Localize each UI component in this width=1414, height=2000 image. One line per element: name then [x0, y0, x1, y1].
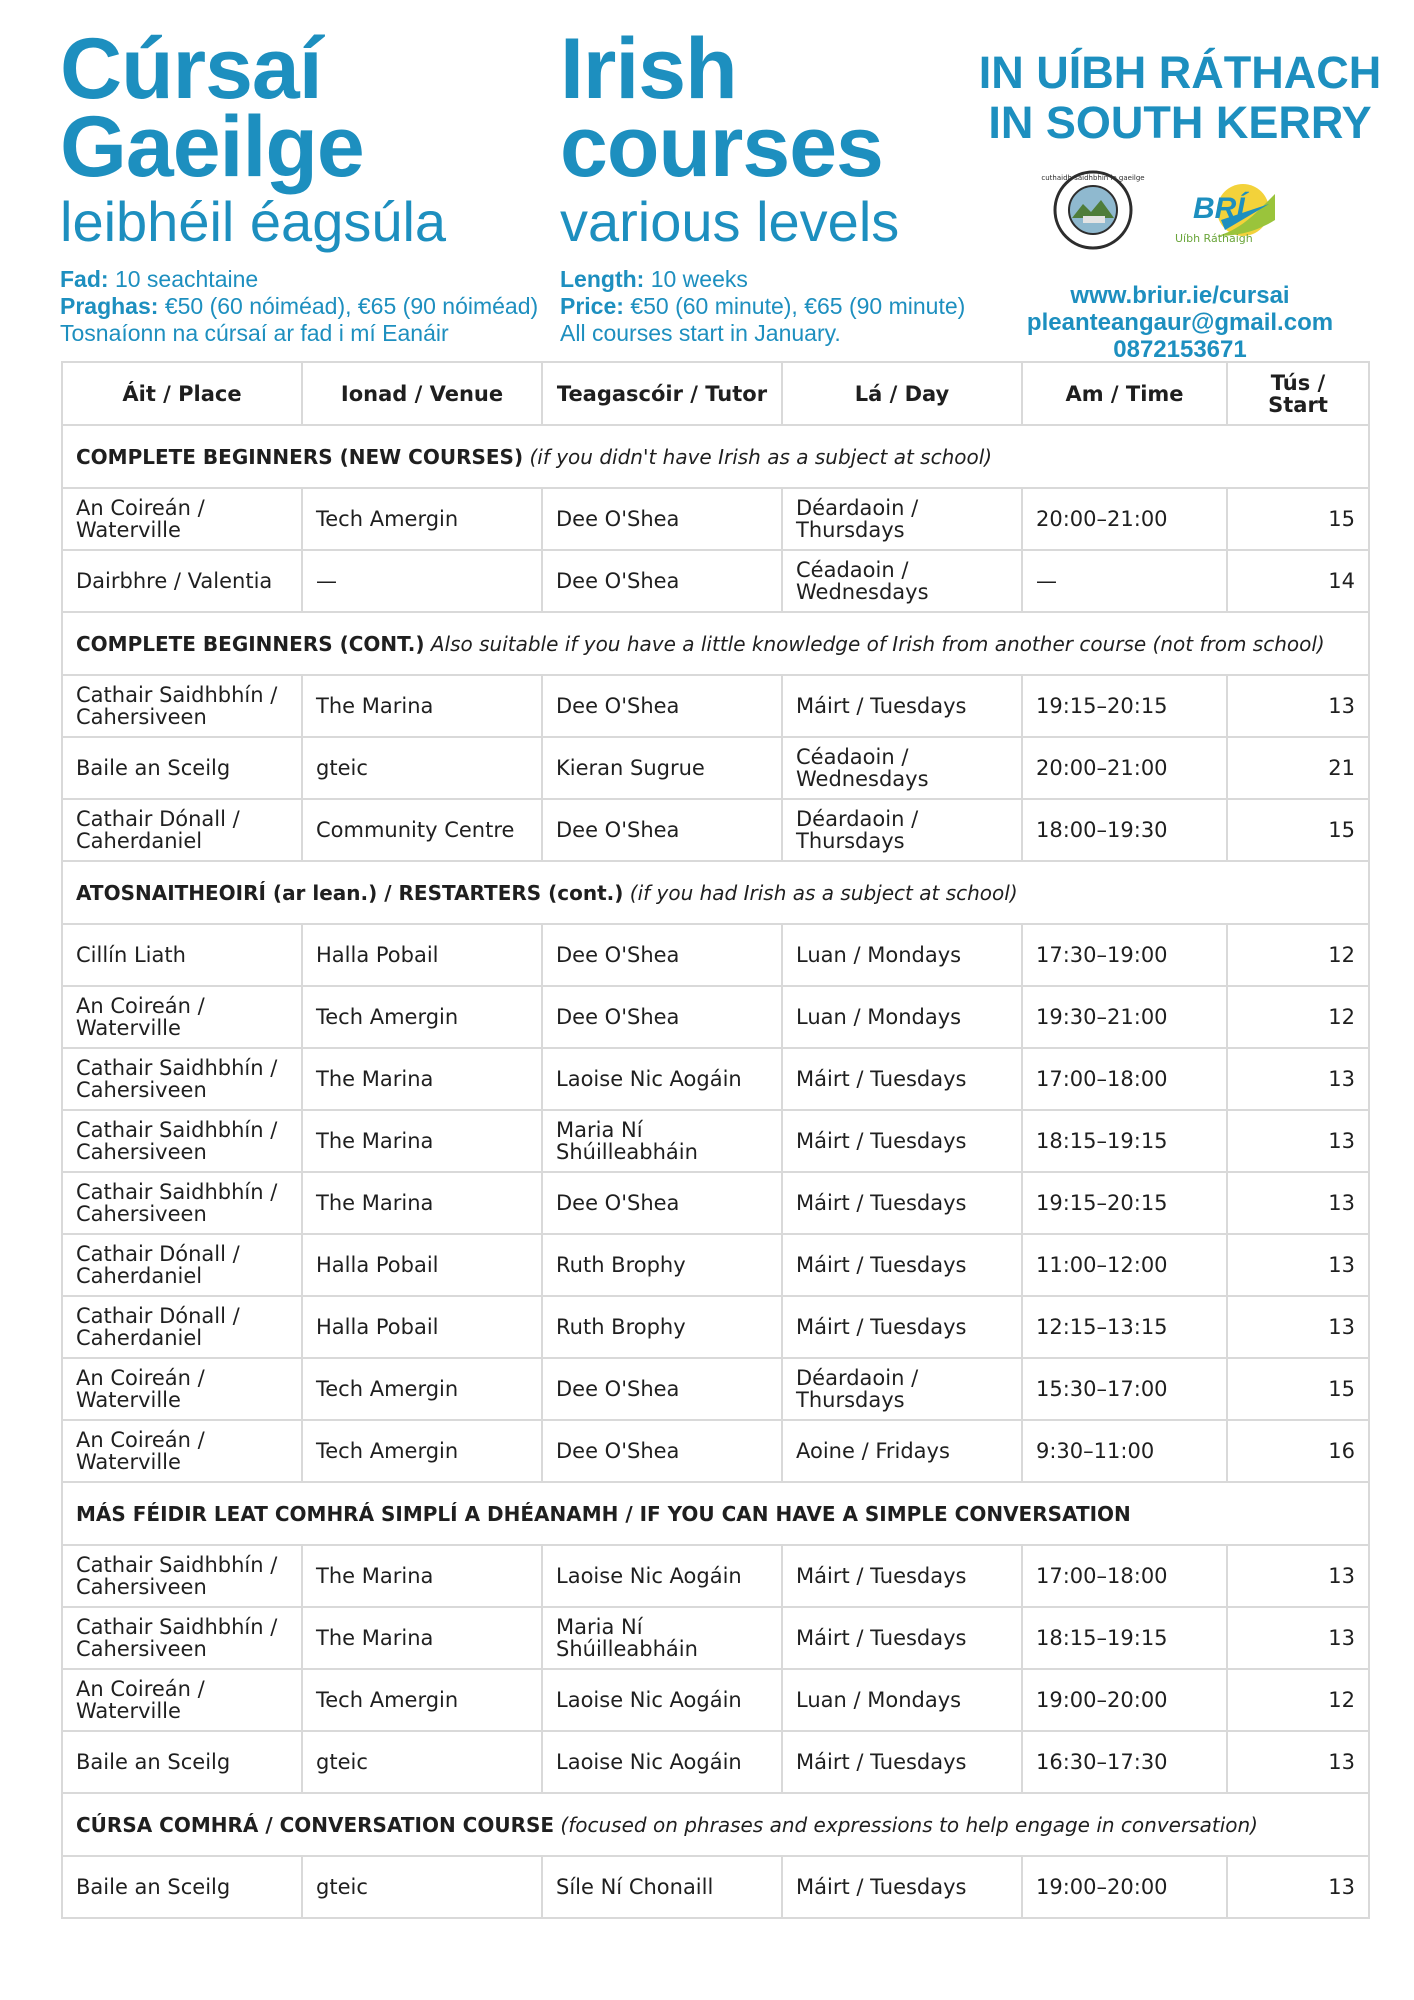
cumann-logo: [1041, 172, 1144, 248]
title-ga-line1: Cúrsaí: [60, 21, 322, 117]
cell-tutor: Ruth Brophy: [542, 1234, 782, 1296]
table-row: [62, 1420, 1369, 1482]
bri-logo: [1175, 184, 1275, 245]
course-table: [61, 361, 1370, 1919]
location-line1: IN UÍBH RÁTHACH: [978, 47, 1382, 98]
length-value-ga: 10 seachtaine: [114, 266, 259, 292]
cell-place: Baile an Sceilg: [62, 1856, 302, 1918]
subtitle-en: various levels: [560, 190, 900, 253]
logo2-sub: Uíbh Ráthaigh: [1175, 232, 1253, 245]
cell-place: An Coireán / Waterville: [62, 1358, 302, 1420]
cell-day: Céadaoin / Wednesdays: [782, 737, 1022, 799]
cell-time: 19:15–20:15: [1022, 1172, 1227, 1234]
cell-place: Cathair Dónall / Caherdaniel: [62, 1234, 302, 1296]
section-title: COMPLETE BEGINNERS (CONT.): [76, 631, 425, 656]
cell-day: Máirt / Tuesdays: [782, 1172, 1022, 1234]
price-label-ga: Praghas:: [60, 293, 159, 319]
info-en: [560, 266, 980, 347]
cell-start: 13: [1227, 1731, 1369, 1793]
cell-tutor: Dee O'Shea: [542, 924, 782, 986]
logo2-text: BRÍ: [1193, 192, 1245, 225]
cell-tutor: Dee O'Shea: [542, 1172, 782, 1234]
cell-venue: The Marina: [302, 1545, 542, 1607]
cell-start: 13: [1227, 1048, 1369, 1110]
cell-start: 21: [1227, 737, 1369, 799]
title-ga-line2: Gaeilge: [60, 99, 364, 195]
cell-venue: Halla Pobail: [302, 1234, 542, 1296]
cell-time: 11:00–12:00: [1022, 1234, 1227, 1296]
cell-time: 17:00–18:00: [1022, 1048, 1227, 1110]
logo1-text: cuthaidh saidhbhín le gaeilge: [1041, 174, 1145, 182]
cell-day: Máirt / Tuesdays: [782, 1234, 1022, 1296]
length-label-ga: Fad:: [60, 266, 109, 292]
section-header-row: [62, 612, 1369, 675]
cell-tutor: Dee O'Shea: [542, 1420, 782, 1482]
cell-place: Cathair Saidhbhín / Cahersiveen: [62, 675, 302, 737]
start-note-en: All courses start in January.: [560, 320, 841, 346]
cell-tutor: Kieran Sugrue: [542, 737, 782, 799]
cell-place: An Coireán / Waterville: [62, 488, 302, 550]
cell-place: Cathair Saidhbhín / Cahersiveen: [62, 1607, 302, 1669]
cell-venue: gteic: [302, 1856, 542, 1918]
table-row: [62, 1234, 1369, 1296]
table-row: [62, 1048, 1369, 1110]
cell-start: 15: [1227, 1358, 1369, 1420]
cell-place: Cathair Dónall / Caherdaniel: [62, 799, 302, 861]
section-title: CÚRSA COMHRÁ / CONVERSATION COURSE: [76, 1812, 555, 1837]
cell-start: 13: [1227, 1172, 1369, 1234]
cell-day: Máirt / Tuesdays: [782, 1545, 1022, 1607]
cell-tutor: Ruth Brophy: [542, 1296, 782, 1358]
cell-start: 16: [1227, 1420, 1369, 1482]
cell-venue: Tech Amergin: [302, 488, 542, 550]
section-header: [62, 612, 1369, 675]
cell-time: 20:00–21:00: [1022, 488, 1227, 550]
cell-tutor: Maria Ní Shúilleabháin: [542, 1607, 782, 1669]
cell-day: Máirt / Tuesdays: [782, 1110, 1022, 1172]
cell-day: Máirt / Tuesdays: [782, 1048, 1022, 1110]
col-header-start: Tús / Start: [1227, 362, 1369, 425]
cell-venue: —: [302, 550, 542, 612]
cell-day: Luan / Mondays: [782, 1669, 1022, 1731]
cell-day: Aoine / Fridays: [782, 1420, 1022, 1482]
phone-number[interactable]: 0872153671: [1113, 336, 1247, 363]
length-value-en: 10 weeks: [650, 266, 748, 292]
cell-start: 13: [1227, 1234, 1369, 1296]
section-header: [62, 1793, 1369, 1856]
cell-venue: The Marina: [302, 1110, 542, 1172]
cell-day: Máirt / Tuesdays: [782, 1607, 1022, 1669]
cell-time: 19:00–20:00: [1022, 1856, 1227, 1918]
table-row: [62, 1731, 1369, 1793]
header-irish: [60, 21, 560, 347]
cell-place: Baile an Sceilg: [62, 1731, 302, 1793]
table-row: [62, 1545, 1369, 1607]
cell-start: 13: [1227, 675, 1369, 737]
table-row: [62, 799, 1369, 861]
cell-time: 18:00–19:30: [1022, 799, 1227, 861]
table-row: [62, 1856, 1369, 1918]
col-header-tutor: Teagascóir / Tutor: [542, 362, 782, 425]
cell-venue: Tech Amergin: [302, 1669, 542, 1731]
header-english: [560, 21, 980, 347]
cell-place: An Coireán / Waterville: [62, 1420, 302, 1482]
location-line2: IN SOUTH KERRY: [988, 97, 1372, 148]
cell-tutor: Maria Ní Shúilleabháin: [542, 1110, 782, 1172]
cell-place: Dairbhre / Valentia: [62, 550, 302, 612]
section-note: (if you didn't have Irish as a subject at school): [529, 444, 993, 469]
section-header: [62, 861, 1369, 924]
cell-tutor: Dee O'Shea: [542, 550, 782, 612]
section-note: (if you had Irish as a subject at school): [629, 880, 1018, 905]
section-title: ATOSNAITHEOIRÍ (ar lean.) / RESTARTERS (cont.): [76, 880, 624, 905]
cell-day: Céadaoin / Wednesdays: [782, 550, 1022, 612]
cell-start: 13: [1227, 1856, 1369, 1918]
logos: [975, 160, 1385, 260]
table-row: [62, 737, 1369, 799]
table-row: [62, 1172, 1369, 1234]
col-header-venue: Ionad / Venue: [302, 362, 542, 425]
website-link[interactable]: www.briur.ie/cursai: [1070, 282, 1290, 309]
section-title: MÁS FÉIDIR LEAT COMHRÁ SIMPLÍ A DHÉANAMH / IF YOU CAN HAVE A SIMPLE CONVERSATION: [76, 1501, 1131, 1526]
cell-place: Cillín Liath: [62, 924, 302, 986]
cell-day: Déardaoin / Thursdays: [782, 1358, 1022, 1420]
table-row: [62, 675, 1369, 737]
cell-time: 18:15–19:15: [1022, 1607, 1227, 1669]
header-right: [975, 48, 1385, 363]
cell-tutor: Laoise Nic Aogáin: [542, 1669, 782, 1731]
table-row: [62, 1296, 1369, 1358]
col-header-time: Am / Time: [1022, 362, 1227, 425]
section-note: (focused on phrases and expressions to help engage in conversation): [560, 1812, 1258, 1837]
cell-tutor: Dee O'Shea: [542, 1358, 782, 1420]
price-value-en: €50 (60 minute), €65 (90 minute): [630, 293, 966, 319]
section-header: [62, 425, 1369, 488]
cell-time: 12:15–13:15: [1022, 1296, 1227, 1358]
table-row: [62, 986, 1369, 1048]
cell-time: 19:15–20:15: [1022, 675, 1227, 737]
col-header-place: Áit / Place: [62, 362, 302, 425]
section-header: [62, 1482, 1369, 1545]
table-row: [62, 1607, 1369, 1669]
cell-time: 17:00–18:00: [1022, 1545, 1227, 1607]
table-row: [62, 488, 1369, 550]
cell-venue: The Marina: [302, 1048, 542, 1110]
section-header-row: [62, 1793, 1369, 1856]
table-row: [62, 1669, 1369, 1731]
cell-tutor: Dee O'Shea: [542, 675, 782, 737]
cell-time: 9:30–11:00: [1022, 1420, 1227, 1482]
cell-place: Cathair Saidhbhín / Cahersiveen: [62, 1545, 302, 1607]
cell-start: 14: [1227, 550, 1369, 612]
cell-start: 15: [1227, 799, 1369, 861]
cell-venue: Community Centre: [302, 799, 542, 861]
title-en-line1: Irish: [560, 21, 737, 117]
cell-place: Cathair Saidhbhín / Cahersiveen: [62, 1172, 302, 1234]
table-body: [62, 425, 1369, 1918]
cell-time: 18:15–19:15: [1022, 1110, 1227, 1172]
logo-group: [975, 160, 1385, 260]
start-note-ga: Tosnaíonn na cúrsaí ar fad i mí Eanáir: [60, 320, 449, 346]
cell-venue: The Marina: [302, 1607, 542, 1669]
cell-time: 16:30–17:30: [1022, 1731, 1227, 1793]
cell-venue: Tech Amergin: [302, 1420, 542, 1482]
price-label-en: Price:: [560, 293, 624, 319]
cell-day: Déardaoin / Thursdays: [782, 799, 1022, 861]
cell-start: 13: [1227, 1110, 1369, 1172]
cell-start: 12: [1227, 986, 1369, 1048]
subtitle-ga: leibhéil éagsúla: [60, 190, 447, 253]
cell-day: Luan / Mondays: [782, 986, 1022, 1048]
cell-venue: gteic: [302, 737, 542, 799]
table-row: [62, 1110, 1369, 1172]
cell-tutor: Síle Ní Chonaill: [542, 1856, 782, 1918]
section-header-row: [62, 861, 1369, 924]
cell-time: 20:00–21:00: [1022, 737, 1227, 799]
cell-start: 12: [1227, 1669, 1369, 1731]
cell-venue: Tech Amergin: [302, 1358, 542, 1420]
table-header-row: [62, 362, 1369, 425]
section-header-row: [62, 1482, 1369, 1545]
cell-day: Déardaoin / Thursdays: [782, 488, 1022, 550]
cell-start: 15: [1227, 488, 1369, 550]
cell-tutor: Dee O'Shea: [542, 488, 782, 550]
cell-day: Máirt / Tuesdays: [782, 675, 1022, 737]
cell-place: Baile an Sceilg: [62, 737, 302, 799]
table-row: [62, 550, 1369, 612]
contact-block: [975, 282, 1385, 363]
cell-place: An Coireán / Waterville: [62, 986, 302, 1048]
cell-venue: The Marina: [302, 675, 542, 737]
cell-venue: Halla Pobail: [302, 1296, 542, 1358]
cell-tutor: Dee O'Shea: [542, 986, 782, 1048]
col-header-day: Lá / Day: [782, 362, 1022, 425]
table-row: [62, 1358, 1369, 1420]
cell-venue: gteic: [302, 1731, 542, 1793]
cell-day: Máirt / Tuesdays: [782, 1856, 1022, 1918]
cell-start: 12: [1227, 924, 1369, 986]
email-link[interactable]: pleanteangaur@gmail.com: [1026, 309, 1334, 336]
cell-time: 15:30–17:00: [1022, 1358, 1227, 1420]
cell-start: 13: [1227, 1296, 1369, 1358]
cell-day: Máirt / Tuesdays: [782, 1731, 1022, 1793]
cell-place: An Coireán / Waterville: [62, 1669, 302, 1731]
table-row: [62, 924, 1369, 986]
cell-time: 17:30–19:00: [1022, 924, 1227, 986]
section-title: COMPLETE BEGINNERS (NEW COURSES): [76, 444, 524, 469]
cell-place: Cathair Dónall / Caherdaniel: [62, 1296, 302, 1358]
length-label-en: Length:: [560, 266, 645, 292]
cell-venue: The Marina: [302, 1172, 542, 1234]
cell-tutor: Laoise Nic Aogáin: [542, 1545, 782, 1607]
section-note: Also suitable if you have a little knowledge of Irish from another course (not from school): [430, 631, 1325, 656]
section-header-row: [62, 425, 1369, 488]
cell-place: Cathair Saidhbhín / Cahersiveen: [62, 1110, 302, 1172]
cell-tutor: Dee O'Shea: [542, 799, 782, 861]
cell-day: Luan / Mondays: [782, 924, 1022, 986]
cell-time: 19:30–21:00: [1022, 986, 1227, 1048]
cell-start: 13: [1227, 1607, 1369, 1669]
cell-time: 19:00–20:00: [1022, 1669, 1227, 1731]
cell-venue: Tech Amergin: [302, 986, 542, 1048]
cell-tutor: Laoise Nic Aogáin: [542, 1048, 782, 1110]
info-ga: [60, 266, 560, 347]
cell-tutor: Laoise Nic Aogáin: [542, 1731, 782, 1793]
title-en-line2: courses: [560, 99, 883, 195]
cell-time: —: [1022, 550, 1227, 612]
cell-start: 13: [1227, 1545, 1369, 1607]
cell-day: Máirt / Tuesdays: [782, 1296, 1022, 1358]
cell-venue: Halla Pobail: [302, 924, 542, 986]
cell-place: Cathair Saidhbhín / Cahersiveen: [62, 1048, 302, 1110]
price-value-ga: €50 (60 nóiméad), €65 (90 nóiméad): [164, 293, 539, 319]
